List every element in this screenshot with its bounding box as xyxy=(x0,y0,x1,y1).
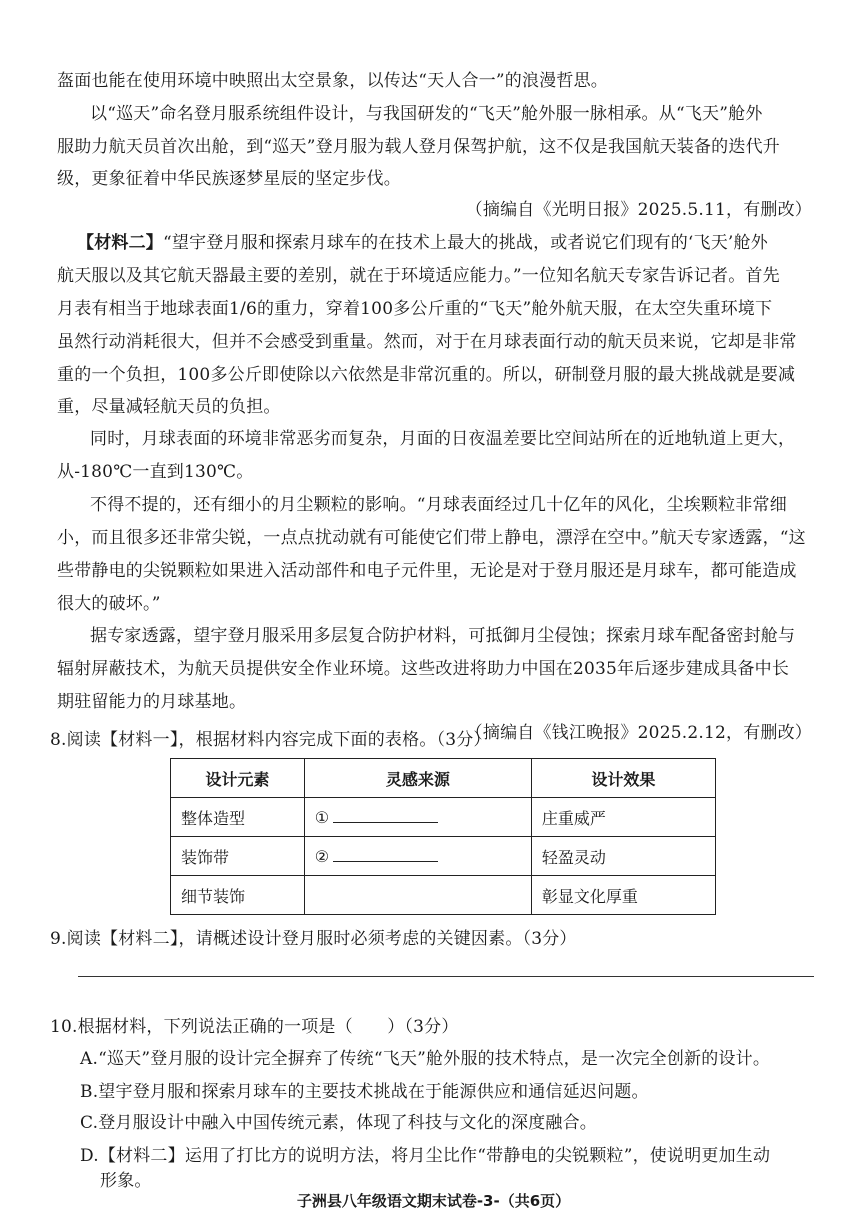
table-cell xyxy=(304,876,531,915)
design-table xyxy=(170,758,716,915)
table-row xyxy=(171,798,716,837)
passage-line: 航天服以及其它航天器最主要的差别，就在于环境适应能力。”一位知名航天专家告诉记者。首先 xyxy=(57,266,780,286)
table-cell: 轻盈灵动 xyxy=(531,837,715,876)
passage-line: 级，更象征着中华民族逐梦星辰的坚定步伐。 xyxy=(57,169,401,189)
table-header: 灵感来源 xyxy=(304,759,531,798)
table-cell: 彰显文化厚重 xyxy=(531,876,715,915)
material-two-tag: 【材料二】 xyxy=(77,233,163,253)
page-footer: 子洲县八年级语文期末试卷-3-（共6页） xyxy=(296,1192,571,1210)
table-header: 设计元素 xyxy=(171,759,305,798)
source-citation: （摘编自《钱江晚报》2025.2.12，有删改） xyxy=(465,723,812,743)
passage-line: 重，尽量减轻航天员的负担。 xyxy=(57,397,281,417)
passage-line: 据专家透露，望宇登月服采用多层复合防护材料，可抵御月尘侵蚀；探索月球车配备密封舱与 xyxy=(90,626,796,646)
passage-line: 期驻留能力的月球基地。 xyxy=(57,692,247,712)
option-a: A.“巡天”登月服的设计完全摒弃了传统“飞天”舱外服的技术特点，是一次完全创新的设计。 xyxy=(80,1049,771,1069)
option-d-continued: 形象。 xyxy=(100,1171,152,1191)
table-cell: 装饰带 xyxy=(171,837,305,876)
blank-marker: ① xyxy=(314,807,330,827)
passage-line: 服助力航天员首次出舱，到“巡天”登月服为载人登月保驾护航，这不仅是我国航天装备的迭代升 xyxy=(57,137,780,157)
passage-line: 辐射屏蔽技术，为航天员提供安全作业环境。这些改进将助力中国在2035年后逐步建成具备中长 xyxy=(57,659,790,679)
passage-line: 以“巡天”命名登月服系统组件设计，与我国研发的“飞天”舱外服一脉相承。从“飞天”舱外 xyxy=(90,104,763,124)
answer-blank-1[interactable] xyxy=(304,798,531,837)
table-row xyxy=(171,837,716,876)
table-row xyxy=(171,876,716,915)
blank-line xyxy=(333,847,438,862)
passage-text: “望宇登月服和探索月球车的在技术上最大的挑战，或者说它们现有的‘飞天’舱外 xyxy=(163,233,768,253)
question-9: 9.阅读【材料二】，请概述设计登月服时必须考虑的关键因素。（3分） xyxy=(50,929,577,949)
source-citation: （摘编自《光明日报》2025.5.11，有删改） xyxy=(465,200,812,220)
passage-line: 很大的破坏。” xyxy=(57,594,161,614)
table-header: 设计效果 xyxy=(531,759,715,798)
blank-marker: ② xyxy=(314,846,330,866)
option-c: C.登月服设计中融入中国传统元素，体现了科技与文化的深度融合。 xyxy=(80,1113,598,1133)
passage-line: 重的一个负担，100多公斤即使除以六依然是非常沉重的。所以，研制登月服的最大挑战就是要减 xyxy=(57,365,796,385)
passage-line: 些带静电的尖锐颗粒如果进入活动部件和电子元件里，无论是对于登月服还是月球车，都可能造成 xyxy=(57,561,797,581)
passage-line: 同时，月球表面的环境非常恶劣而复杂，月面的日夜温差要比空间站所在的近地轨道上更大， xyxy=(90,429,796,449)
option-d: D.【材料二】运用了打比方的说明方法，将月尘比作“带静电的尖锐颗粒”，使说明更加生动 xyxy=(80,1146,771,1166)
passage-line: 小，而且很多还非常尖锐，一点点扰动就有可能使它们带上静电，漂浮在空中。”航天专家透露，“这 xyxy=(57,528,806,548)
passage-line: 不得不提的，还有细小的月尘颗粒的影响。“月球表面经过几十亿年的风化，尘埃颗粒非常细 xyxy=(90,495,787,515)
table-cell: 细节装饰 xyxy=(171,876,305,915)
answer-blank-2[interactable] xyxy=(304,837,531,876)
table-header-row xyxy=(171,759,716,798)
question-10: 10.根据材料，下列说法正确的一项是（ ）（3分） xyxy=(50,1017,459,1037)
blank-line xyxy=(333,808,438,823)
material-two-line xyxy=(77,232,837,254)
table-cell: 整体造型 xyxy=(171,798,305,837)
passage-line: 从-180℃一直到130℃。 xyxy=(57,462,254,482)
passage-line: 月表有相当于地球表面1/6的重力，穿着100多公斤重的“飞天”舱外航天服，在太空失重环境下 xyxy=(57,299,773,319)
question-8: 8.阅读【材料一】，根据材料内容完成下面的表格。（3分） xyxy=(50,730,491,750)
option-b: B.望宇登月服和探索月球车的主要技术挑战在于能源供应和通信延迟问题。 xyxy=(80,1082,649,1102)
passage-line: 盔面也能在使用环境中映照出太空景象，以传达“天人合一”的浪漫哲思。 xyxy=(57,71,608,91)
table-cell: 庄重威严 xyxy=(531,798,715,837)
passage-line: 虽然行动消耗很大，但并不会感受到重量。然而，对于在月球表面行动的航天员来说，它却是非常 xyxy=(57,332,797,352)
answer-line[interactable] xyxy=(78,976,814,977)
